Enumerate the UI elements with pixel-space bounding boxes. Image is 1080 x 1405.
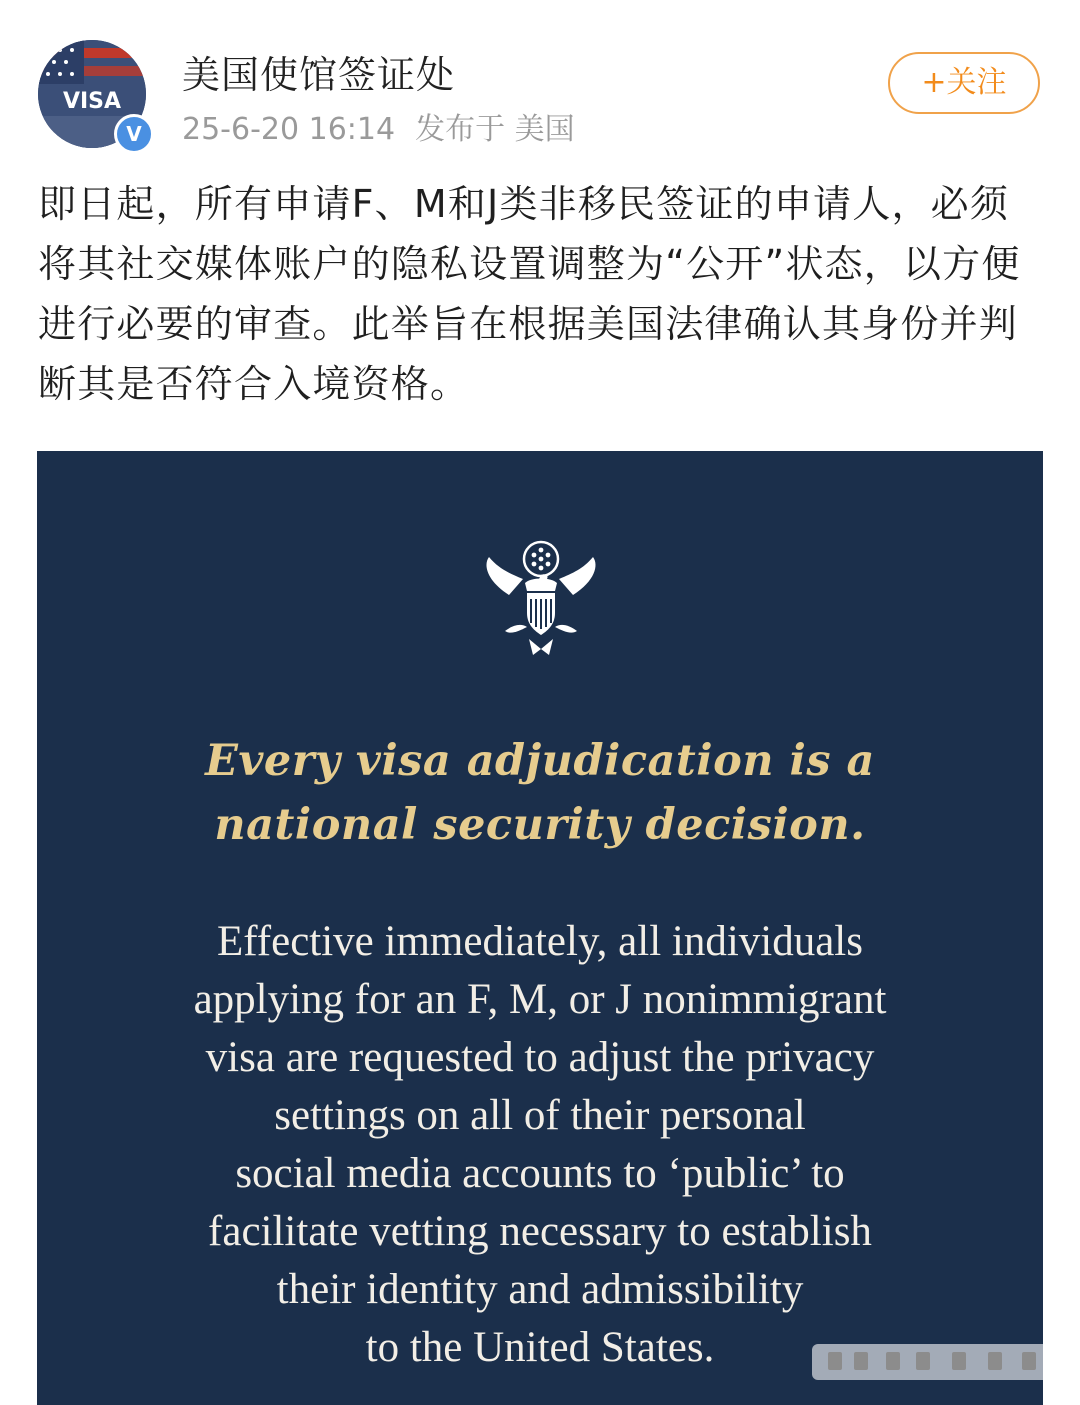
watermark-glyph xyxy=(886,1352,900,1370)
headline-line: Every visa adjudication is a xyxy=(205,736,875,786)
verified-badge-icon: V xyxy=(114,114,154,154)
blurred-watermark xyxy=(812,1344,1052,1380)
watermark-glyph xyxy=(854,1352,868,1370)
watermark-glyph xyxy=(916,1352,930,1370)
watermark-glyph xyxy=(952,1352,966,1370)
follow-button[interactable]: +关注 xyxy=(888,52,1040,114)
notice-body-line: settings on all of their personal xyxy=(274,1092,806,1139)
post-location: 发布于 美国 xyxy=(415,112,575,147)
watermark-glyph xyxy=(1022,1352,1036,1370)
headline-line: national security decision. xyxy=(214,800,866,850)
great-seal-eagle-icon xyxy=(479,535,603,665)
post-text: 即日起，所有申请F、M和J类非移民签证的申请人，必须将其社交媒体账户的隐私设置调整为“公开”状态，以方便进行必要的审查。此举旨在根据美国法律确认其身份并判断其是否符合入境资格。 xyxy=(38,182,1021,406)
post-timestamp: 25-6-20 16:14 xyxy=(182,112,396,147)
avatar-visa-text: VISA xyxy=(62,89,122,114)
notice-body-line: to the United States. xyxy=(365,1324,715,1371)
notice-body-line: their identity and admissibility xyxy=(276,1266,804,1313)
watermark-glyph xyxy=(828,1352,842,1370)
notice-image[interactable] xyxy=(37,451,1043,1405)
notice-body xyxy=(37,913,1043,1377)
notice-headline xyxy=(37,729,1043,857)
watermark-glyph xyxy=(988,1352,1002,1370)
post-meta xyxy=(182,104,575,148)
notice-body-line: social media accounts to ‘public’ to xyxy=(235,1150,845,1197)
author-name[interactable]: 美国使馆签证处 xyxy=(182,53,456,97)
notice-body-line: facilitate vetting necessary to establish xyxy=(208,1208,872,1255)
notice-body-line: visa are requested to adjust the privacy xyxy=(205,1034,875,1081)
notice-body-line: Effective immediately, all individuals xyxy=(216,918,863,965)
notice-body-line: applying for an F, M, or J nonimmigrant xyxy=(193,976,887,1023)
